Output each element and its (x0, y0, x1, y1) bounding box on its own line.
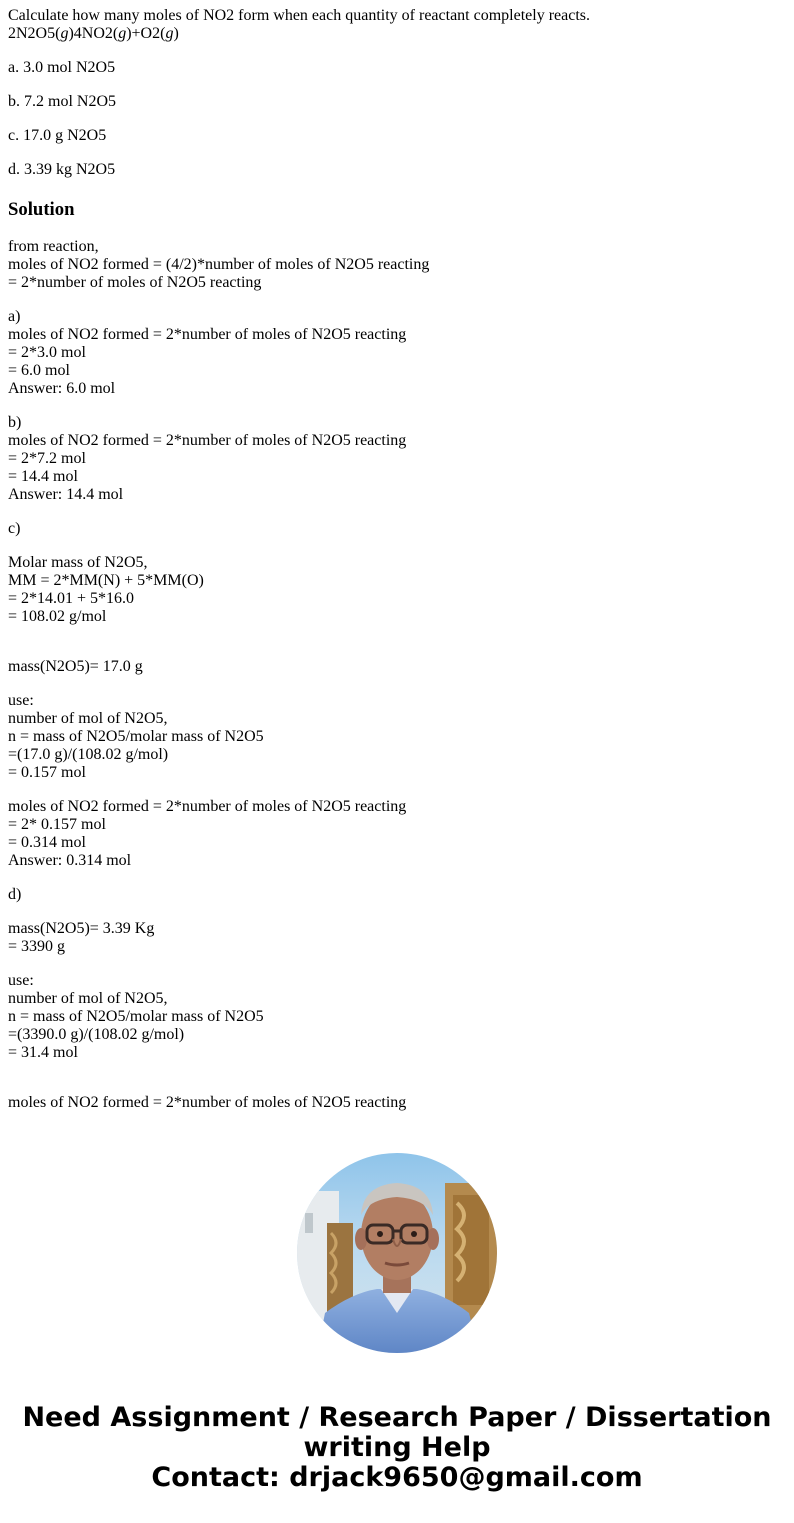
question-item-c: c. 17.0 g N2O5 (8, 127, 107, 144)
author-photo-avatar (297, 1153, 497, 1353)
promo-footer (0, 1403, 794, 1493)
solution-part-c: c) Molar mass of N2O5, MM = 2*MM(N) + 5*MM(O) = 2*14.01 + 5*16.0 = 108.02 g/mol mass(N2O5)= 17.0 g use: number of mol of N2O5, n = mass of N2O5/molar mass of N2O5 =(17.0 g)/(108.02 g/mol) = 0.157 mol moles of NO2 formed = 2*number of moles of N2O5 reacting = 2* 0.157 mol = 0.314 mol Answer: 0.314 mol (8, 520, 407, 869)
promo-contact-email: Contact: drjack9650@gmail.com (151, 1462, 643, 1493)
promo-line-2: writing Help (303, 1432, 491, 1463)
solution-heading: Solution (8, 199, 75, 220)
solution-intro: from reaction, moles of NO2 formed = (4/2)*number of moles of N2O5 reacting = 2*number of moles of N2O5 reacting (8, 238, 430, 291)
question-prompt: Calculate how many moles of NO2 form when each quantity of reactant completely reacts. (8, 7, 591, 24)
promo-line-1: Need Assignment / Research Paper / Dissertation (22, 1402, 772, 1433)
solution-part-a: a) moles of NO2 formed = 2*number of moles of N2O5 reacting = 2*3.0 mol = 6.0 mol Answer: 6.0 mol (8, 308, 407, 397)
author-photo-image (297, 1153, 497, 1353)
solution-part-d: d) mass(N2O5)= 3.39 Kg = 3390 g use: number of mol of N2O5, n = mass of N2O5/molar mass of N2O5 =(3390.0 g)/(108.02 g/mol) = 31.4 mol moles of NO2 formed = 2*number of moles of N2O5 reacting (8, 886, 407, 1111)
question-item-a: a. 3.0 mol N2O5 (8, 59, 116, 76)
solution-part-b: b) moles of NO2 formed = 2*number of moles of N2O5 reacting = 2*7.2 mol = 14.4 mol Answer: 14.4 mol (8, 414, 407, 503)
reaction-equation: 2N2O5(g)4NO2(g)+O2(g) (8, 25, 179, 42)
question-and-solution (8, 7, 786, 1112)
question-item-d: d. 3.39 kg N2O5 (8, 161, 116, 178)
question-item-b: b. 7.2 mol N2O5 (8, 93, 116, 110)
